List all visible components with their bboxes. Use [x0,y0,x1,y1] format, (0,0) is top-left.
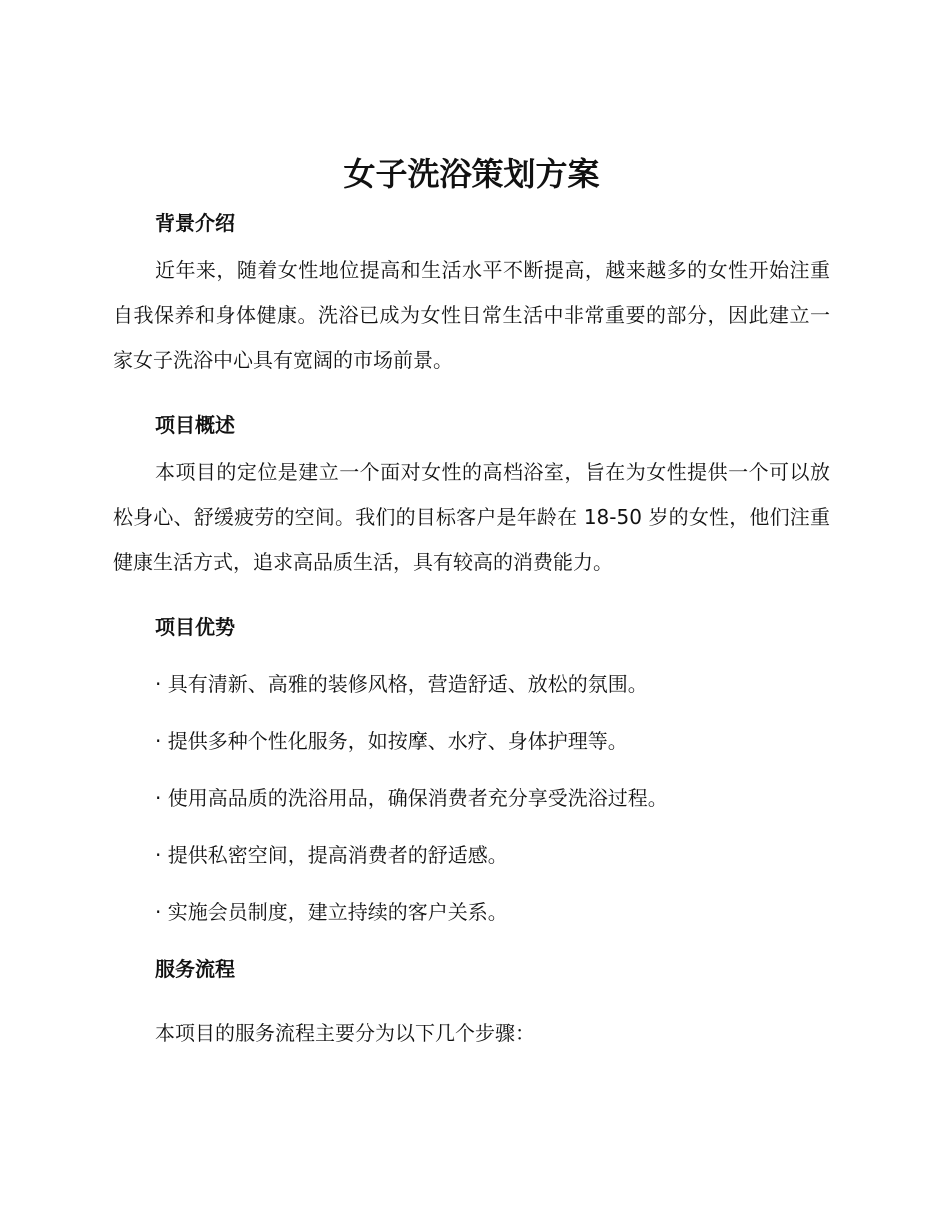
section-heading-background: 背景介绍 [155,211,235,235]
document-body [113,150,830,1056]
list-item: · 提供多种个性化服务，如按摩、水疗、身体护理等。 [155,729,628,753]
advantages-list [113,669,830,927]
section-paragraph-service-flow: 本项目的服务流程主要分为以下几个步骤： [155,1021,535,1045]
document-title: 女子洗浴策划方案 [343,155,600,193]
list-item: · 提供私密空间，提高消费者的舒适感。 [155,843,508,867]
section-heading-service-flow: 服务流程 [155,957,235,981]
section-paragraph-overview: 本项目的定位是建立一个面对女性的高档浴室，旨在为女性提供一个可以放松身心、舒缓疲劳的空间。我们的目标客户是年龄在 18-50 岁的女性，他们注重健康生活方式，追求高品质生活，具有较高的消费能力。 [113,460,830,574]
section-heading-advantages: 项目优势 [155,615,235,639]
list-item: · 实施会员制度，建立持续的客户关系。 [155,900,508,924]
section-paragraph-background: 近年来，随着女性地位提高和生活水平不断提高，越来越多的女性开始注重自我保养和身体健康。洗浴已成为女性日常生活中非常重要的部分，因此建立一家女子洗浴中心具有宽阔的市场前景。 [113,258,830,372]
section-heading-overview: 项目概述 [155,413,235,437]
list-item: · 使用高品质的洗浴用品，确保消费者充分享受洗浴过程。 [155,786,668,810]
list-item: · 具有清新、高雅的装修风格，营造舒适、放松的氛围。 [155,672,648,696]
